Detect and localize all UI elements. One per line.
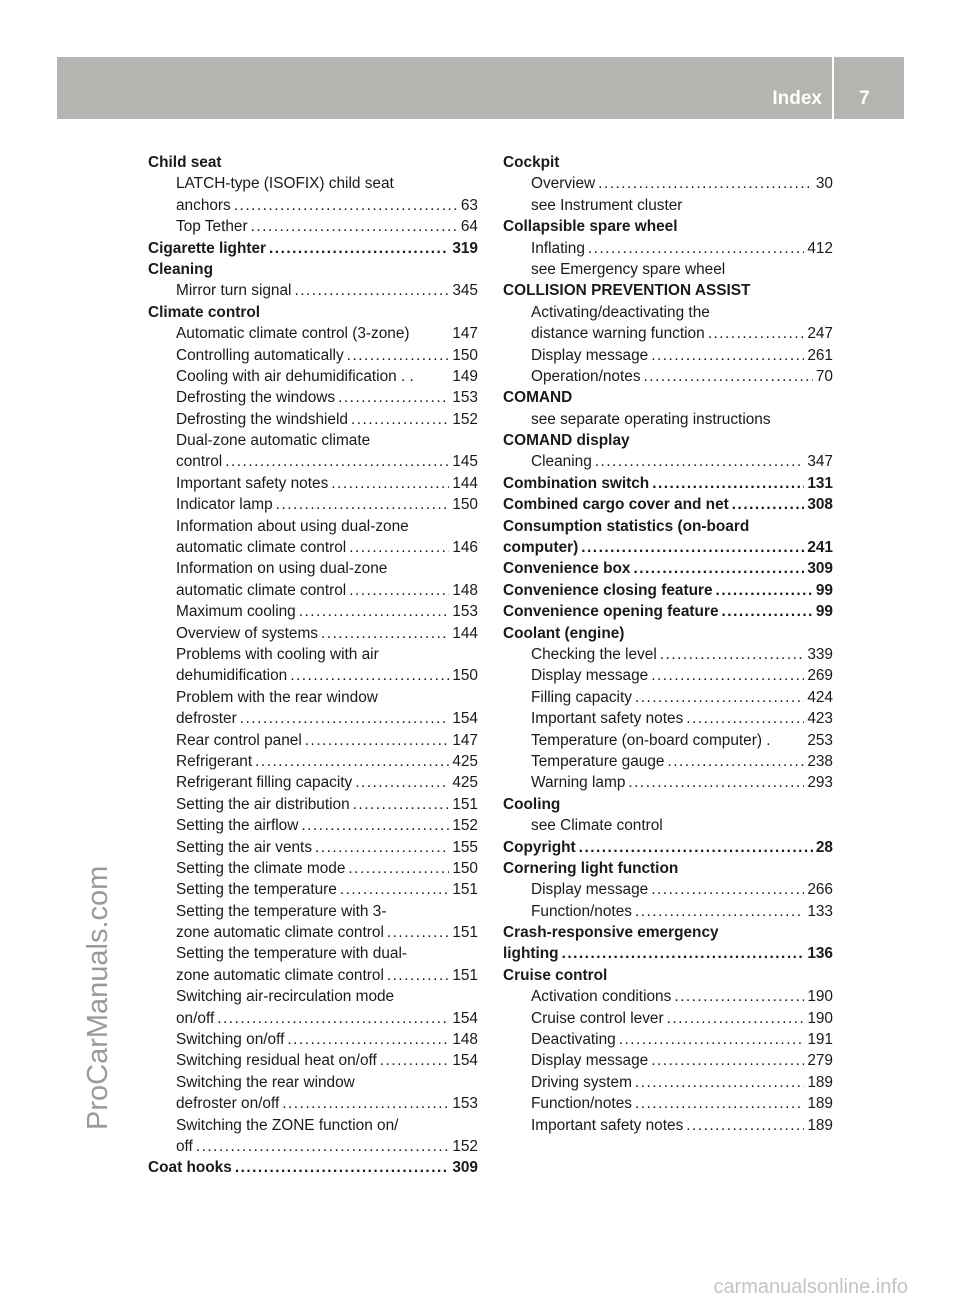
entry-label: Combined cargo cover and net	[503, 496, 729, 514]
index-heading: Cruise control	[503, 966, 608, 984]
entry-page-number: 148	[452, 1031, 478, 1049]
entry-label: dehumidification	[176, 667, 288, 685]
leader-dots	[635, 1072, 804, 1093]
leader-dots	[269, 238, 449, 259]
entry-label: Checking the level	[531, 645, 657, 663]
watermark-side: ProCarManuals.com	[82, 865, 114, 1130]
index-entry	[503, 751, 833, 772]
entry-page-number: 241	[807, 539, 833, 557]
index-entry	[503, 451, 833, 472]
entry-page-number: 147	[452, 325, 478, 343]
leader-dots	[349, 580, 449, 601]
index-entry	[148, 345, 478, 366]
entry-page-number: 189	[807, 1095, 833, 1113]
index-heading	[503, 494, 833, 515]
leader-dots	[217, 1008, 449, 1029]
index-entry	[503, 708, 833, 729]
entry-page-number: 64	[460, 218, 478, 236]
index-entry	[148, 409, 478, 430]
leader-dots	[732, 494, 805, 515]
index-heading	[503, 601, 833, 622]
leader-dots	[301, 815, 449, 836]
entry-page-number: 339	[807, 645, 833, 663]
index-entry	[148, 1136, 478, 1157]
entry-page-number: 319	[452, 239, 478, 257]
index-entry: Information about using dual-zone	[176, 517, 409, 535]
leader-dots	[353, 794, 450, 815]
entry-page-number: 253	[807, 731, 833, 749]
entry-label: Setting the temperature	[176, 881, 337, 899]
index-entry: Switching the rear window	[176, 1073, 355, 1091]
entry-label: Warning lamp	[531, 774, 626, 792]
entry-label: Activation conditions	[531, 988, 672, 1006]
index-heading: COLLISION PREVENTION ASSIST	[503, 282, 751, 300]
entry-page-number: 154	[452, 1052, 478, 1070]
entry-page-number: 154	[452, 710, 478, 728]
index-entry	[503, 366, 833, 387]
leader-dots	[290, 665, 449, 686]
index-entry	[148, 965, 478, 986]
entry-label: Driving system	[531, 1073, 632, 1091]
entry-page-number: 155	[452, 838, 478, 856]
index-heading	[148, 1157, 478, 1178]
index-entry	[503, 1072, 833, 1093]
entry-label: Cleaning	[531, 453, 592, 471]
index-entry	[148, 387, 478, 408]
index-entry: see Emergency spare wheel	[531, 260, 726, 278]
index-entry	[148, 1050, 478, 1071]
entry-page-number: 423	[807, 710, 833, 728]
entry-page-number: 425	[452, 774, 478, 792]
index-entry	[503, 687, 833, 708]
entry-page-number: 152	[452, 817, 478, 835]
index-entry	[148, 580, 478, 601]
entry-label: Display message	[531, 667, 649, 685]
entry-label: Function/notes	[531, 1095, 632, 1113]
entry-page-number: 28	[815, 838, 833, 856]
header-divider	[832, 57, 834, 119]
leader-dots	[282, 1093, 449, 1114]
leader-dots	[235, 1157, 450, 1178]
entry-page-number: 63	[460, 196, 478, 214]
entry-label: Cigarette lighter	[148, 239, 267, 257]
entry-label: on/off	[176, 1009, 215, 1027]
entry-label: Switching residual heat on/off	[176, 1052, 377, 1070]
index-entry	[503, 644, 833, 665]
leader-dots	[338, 387, 449, 408]
leader-dots	[674, 986, 804, 1007]
entry-label: Convenience closing feature	[503, 581, 713, 599]
entry-label: Defrosting the windows	[176, 389, 336, 407]
section-title: Index	[772, 88, 822, 109]
leader-dots	[628, 772, 804, 793]
entry-page-number: 347	[807, 453, 833, 471]
entry-page-number: 150	[452, 859, 478, 877]
leader-dots	[635, 687, 804, 708]
leader-dots	[287, 1029, 449, 1050]
entry-page-number: 133	[807, 902, 833, 920]
index-entry	[148, 1008, 478, 1029]
index-heading: Cornering light function	[503, 859, 679, 877]
entry-label: Important safety notes	[531, 710, 684, 728]
entry-label: Cooling with air dehumidification . .	[176, 367, 414, 385]
leader-dots	[225, 451, 449, 472]
watermark-bottom: carmanualsonline.info	[713, 1276, 908, 1298]
index-entry	[503, 901, 833, 922]
entry-label: Display message	[531, 881, 649, 899]
leader-dots	[315, 837, 449, 858]
entry-page-number: 151	[452, 966, 478, 984]
leader-dots	[351, 409, 449, 430]
index-entry: see Instrument cluster	[531, 196, 683, 214]
entry-label: Important safety notes	[531, 1116, 684, 1134]
entry-label: Indicator lamp	[176, 496, 273, 514]
index-heading: Child seat	[148, 154, 222, 171]
leader-dots	[581, 537, 804, 558]
index-entry	[503, 1093, 833, 1114]
entry-page-number: 261	[807, 346, 833, 364]
entry-label: distance warning function	[531, 325, 705, 343]
leader-dots	[686, 1115, 804, 1136]
index-entry: see separate operating instructions	[531, 410, 771, 428]
leader-dots	[652, 473, 804, 494]
entry-page-number: 190	[807, 988, 833, 1006]
index-entry	[148, 601, 478, 622]
entry-label: Copyright	[503, 838, 576, 856]
entry-label: Coat hooks	[148, 1159, 232, 1177]
leader-dots	[234, 195, 458, 216]
index-entry: Setting the temperature with dual-	[176, 945, 407, 963]
entry-label: Convenience box	[503, 560, 631, 578]
entry-label: Operation/notes	[531, 367, 641, 385]
leader-dots	[686, 708, 804, 729]
index-entry: LATCH-type (ISOFIX) child seat	[176, 175, 394, 193]
entry-page-number: 153	[452, 603, 478, 621]
index-entry	[148, 323, 478, 344]
index-entry	[148, 794, 478, 815]
index-heading: COMAND display	[503, 432, 630, 450]
page-number: 7	[859, 88, 870, 109]
index-entry	[148, 366, 478, 387]
index-heading	[503, 580, 833, 601]
entry-label: Refrigerant	[176, 752, 253, 770]
leader-dots	[305, 730, 450, 751]
entry-label: zone automatic climate control	[176, 924, 384, 942]
entry-page-number: 189	[807, 1073, 833, 1091]
entry-page-number: 269	[807, 667, 833, 685]
entry-page-number: 425	[452, 752, 478, 770]
index-entry: see Climate control	[531, 817, 663, 835]
entry-label: automatic climate control	[176, 539, 347, 557]
leader-dots	[651, 879, 804, 900]
index-entry: Setting the temperature with 3-	[176, 902, 387, 920]
entry-label: defroster on/off	[176, 1095, 280, 1113]
entry-page-number: 99	[815, 581, 833, 599]
leader-dots	[348, 858, 449, 879]
leader-dots	[667, 751, 804, 772]
index-entry	[503, 323, 833, 344]
entry-page-number: 70	[815, 367, 833, 385]
index-entry	[148, 1029, 478, 1050]
leader-dots	[299, 601, 450, 622]
leader-dots	[255, 751, 449, 772]
entry-page-number: 190	[807, 1009, 833, 1027]
entry-page-number: 147	[452, 731, 478, 749]
entry-label: Switching on/off	[176, 1031, 285, 1049]
entry-label: lighting	[503, 945, 559, 963]
leader-dots	[387, 965, 449, 986]
index-entry	[148, 623, 478, 644]
entry-page-number: 150	[452, 346, 478, 364]
leader-dots	[276, 494, 450, 515]
leader-dots	[588, 238, 804, 259]
entry-page-number: 152	[452, 410, 478, 428]
leader-dots	[562, 943, 805, 964]
entry-page-number: 424	[807, 688, 833, 706]
leader-dots	[387, 922, 449, 943]
entry-label: Rear control panel	[176, 731, 302, 749]
leader-dots	[667, 1008, 805, 1029]
index-column-left	[148, 152, 478, 1179]
index-entry: Dual-zone automatic climate	[176, 432, 371, 450]
index-entry	[503, 1115, 833, 1136]
index-entry	[503, 772, 833, 793]
entry-page-number: 150	[452, 667, 478, 685]
leader-dots	[579, 837, 813, 858]
leader-dots	[294, 280, 449, 301]
entry-label: Temperature gauge	[531, 752, 665, 770]
index-entry	[503, 173, 833, 194]
entry-page-number: 150	[452, 496, 478, 514]
entry-page-number: 151	[452, 881, 478, 899]
leader-dots	[321, 623, 449, 644]
entry-label: Setting the climate mode	[176, 859, 346, 877]
entry-label: Function/notes	[531, 902, 632, 920]
entry-label: Convenience opening feature	[503, 603, 719, 621]
entry-page-number: 153	[452, 1095, 478, 1113]
index-entry: Information on using dual-zone	[176, 560, 388, 578]
entry-page-number: 345	[452, 282, 478, 300]
index-entry	[148, 494, 478, 515]
index-entry	[503, 1008, 833, 1029]
entry-label: Overview	[531, 175, 596, 193]
entry-label: Combination switch	[503, 474, 650, 492]
entry-page-number: 149	[452, 367, 478, 385]
index-heading	[148, 238, 478, 259]
leader-dots	[651, 1050, 804, 1071]
index-entry	[503, 879, 833, 900]
index-entry	[148, 216, 478, 237]
entry-page-number: 148	[452, 581, 478, 599]
index-entry: Activating/deactivating the	[531, 303, 710, 321]
index-entry	[503, 1050, 833, 1071]
entry-page-number: 191	[807, 1031, 833, 1049]
entry-page-number: 154	[452, 1009, 478, 1027]
index-entry	[148, 473, 478, 494]
index-entry	[503, 730, 833, 751]
leader-dots	[716, 580, 813, 601]
index-heading	[503, 473, 833, 494]
entry-label: zone automatic climate control	[176, 966, 384, 984]
index-entry	[148, 751, 478, 772]
entry-label: Maximum cooling	[176, 603, 296, 621]
leader-dots	[722, 601, 813, 622]
leader-dots	[635, 901, 804, 922]
entry-page-number: 238	[807, 752, 833, 770]
entry-page-number: 308	[807, 496, 833, 514]
index-entry: Switching the ZONE function on/	[176, 1116, 399, 1134]
leader-dots	[349, 537, 449, 558]
index-entry	[148, 280, 478, 301]
entry-label: off	[176, 1137, 193, 1155]
entry-label: Display message	[531, 346, 649, 364]
entry-page-number: 144	[452, 624, 478, 642]
leader-dots	[651, 345, 804, 366]
index-entry	[148, 665, 478, 686]
index-entry: Problems with cooling with air	[176, 645, 379, 663]
index-entry	[503, 665, 833, 686]
index-heading	[503, 943, 833, 964]
entry-page-number: 146	[452, 539, 478, 557]
leader-dots	[347, 345, 450, 366]
leader-dots	[340, 879, 449, 900]
entry-label: Setting the air distribution	[176, 795, 350, 813]
entry-label: computer)	[503, 539, 579, 557]
index-entry	[148, 451, 478, 472]
entry-page-number: 30	[815, 175, 833, 193]
leader-dots	[240, 708, 450, 729]
entry-label: Defrosting the windshield	[176, 410, 348, 428]
index-entry	[148, 1093, 478, 1114]
entry-page-number: 189	[807, 1116, 833, 1134]
entry-page-number: 152	[452, 1137, 478, 1155]
index-entry	[148, 858, 478, 879]
leader-dots	[251, 216, 458, 237]
entry-label: Display message	[531, 1052, 649, 1070]
index-column-right	[503, 152, 833, 1136]
entry-page-number: 153	[452, 389, 478, 407]
leader-dots	[660, 644, 805, 665]
entry-page-number: 99	[815, 603, 833, 621]
entry-page-number: 247	[807, 325, 833, 343]
index-entry	[148, 837, 478, 858]
entry-label: Mirror turn signal	[176, 282, 292, 300]
index-entry	[503, 1029, 833, 1050]
leader-dots	[619, 1029, 805, 1050]
entry-page-number: 151	[452, 795, 478, 813]
index-heading: Cooling	[503, 795, 561, 813]
entry-label: Cruise control lever	[531, 1009, 664, 1027]
entry-label: Top Tether	[176, 218, 248, 236]
index-entry	[503, 238, 833, 259]
index-heading: Consumption statistics (on-board	[503, 517, 750, 535]
index-heading: COMAND	[503, 389, 573, 407]
leader-dots	[595, 451, 805, 472]
entry-page-number: 151	[452, 924, 478, 942]
leader-dots	[633, 558, 804, 579]
leader-dots	[355, 772, 449, 793]
entry-label: anchors	[176, 196, 231, 214]
leader-dots	[598, 173, 813, 194]
entry-page-number: 309	[452, 1159, 478, 1177]
leader-dots	[380, 1050, 450, 1071]
entry-page-number: 131	[807, 474, 833, 492]
entry-page-number: 293	[807, 774, 833, 792]
index-heading	[503, 558, 833, 579]
index-heading: Collapsible spare wheel	[503, 218, 678, 236]
entry-page-number: 266	[807, 881, 833, 899]
index-heading: Climate control	[148, 303, 261, 321]
index-entry	[148, 195, 478, 216]
index-heading: Crash-responsive emergency	[503, 924, 719, 942]
index-entry	[148, 922, 478, 943]
entry-page-number: 144	[452, 474, 478, 492]
entry-label: Inflating	[531, 239, 585, 257]
leader-dots	[196, 1136, 449, 1157]
entry-label: Temperature (on-board computer) .	[531, 731, 771, 749]
entry-label: Automatic climate control (3-zone)	[176, 325, 410, 343]
index-heading: Coolant (engine)	[503, 624, 625, 642]
entry-page-number: 279	[807, 1052, 833, 1070]
entry-page-number: 412	[807, 239, 833, 257]
entry-label: Filling capacity	[531, 688, 632, 706]
leader-dots	[644, 366, 813, 387]
entry-label: Important safety notes	[176, 474, 329, 492]
index-entry	[503, 345, 833, 366]
index-entry	[148, 772, 478, 793]
entry-page-number: 145	[452, 453, 478, 471]
index-entry: Problem with the rear window	[176, 688, 378, 706]
index-heading	[503, 537, 833, 558]
entry-page-number: 309	[807, 560, 833, 578]
entry-label: Refrigerant filling capacity	[176, 774, 353, 792]
leader-dots	[651, 665, 804, 686]
entry-page-number: 136	[807, 945, 833, 963]
index-entry	[148, 879, 478, 900]
index-heading: Cleaning	[148, 260, 213, 278]
entry-label: defroster	[176, 710, 237, 728]
entry-label: Setting the airflow	[176, 817, 299, 835]
index-entry	[503, 986, 833, 1007]
index-entry: Switching air-recirculation mode	[176, 988, 395, 1006]
index-heading: Cockpit	[503, 154, 560, 171]
leader-dots	[331, 473, 449, 494]
entry-label: Overview of systems	[176, 624, 318, 642]
index-entry	[148, 708, 478, 729]
page-header	[57, 57, 904, 119]
index-entry	[148, 815, 478, 836]
leader-dots	[635, 1093, 804, 1114]
index-entry	[148, 730, 478, 751]
entry-label: automatic climate control	[176, 581, 347, 599]
index-heading	[503, 837, 833, 858]
index-entry	[148, 537, 478, 558]
entry-label: Deactivating	[531, 1031, 616, 1049]
entry-label: control	[176, 453, 223, 471]
leader-dots	[708, 323, 805, 344]
entry-label: Setting the air vents	[176, 838, 313, 856]
entry-label: Controlling automatically	[176, 346, 344, 364]
